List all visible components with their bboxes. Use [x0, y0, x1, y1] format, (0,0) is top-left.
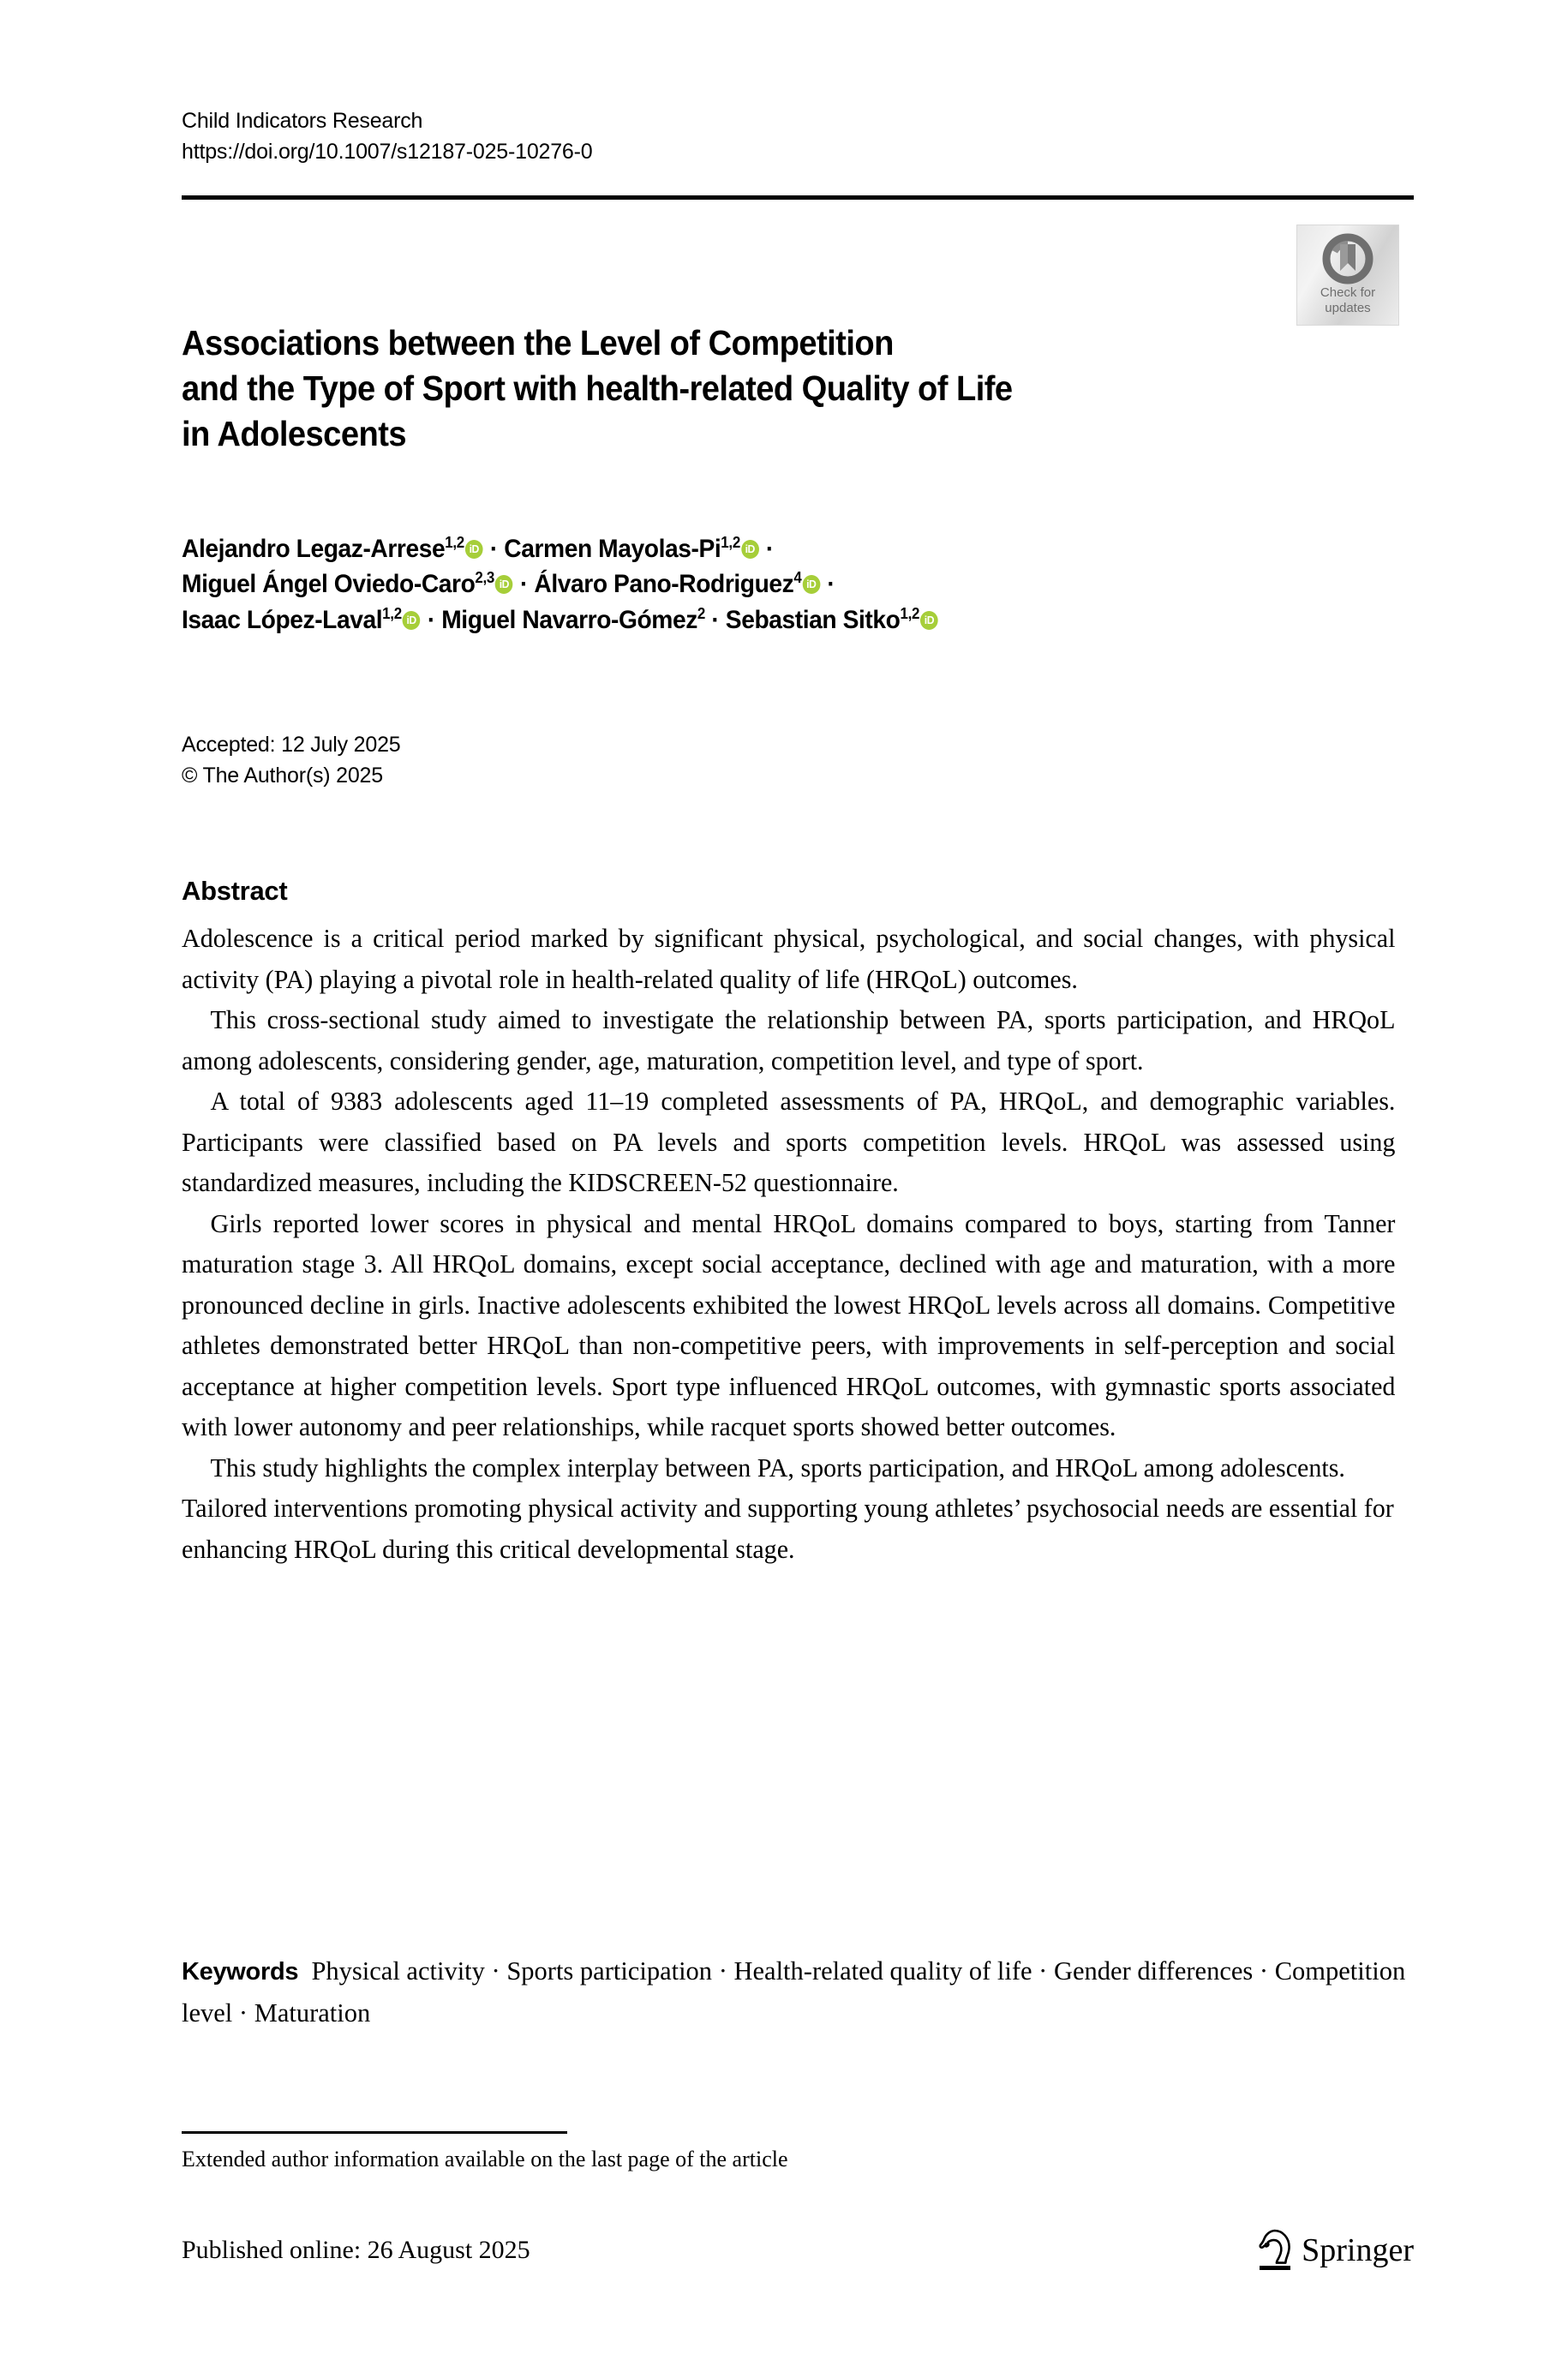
published-online-date: Published online: 26 August 2025 [182, 2236, 530, 2264]
accepted-date: Accepted: 12 July 2025 [182, 733, 401, 757]
orcid-id-icon[interactable]: iD [465, 540, 483, 559]
keyword-item[interactable]: Health-related quality of life [733, 1956, 1032, 1986]
publisher-logo [1257, 2228, 1414, 2273]
abstract-paragraph: This cross-sectional study aimed to investigate the relationship between PA, sports participation, and HRQoL among adolescents, considering gender, age, maturation, competition level, and type of sport. [182, 1005, 1396, 1075]
orcid-id-icon[interactable]: iD [920, 611, 938, 630]
author-affiliation-marker: 1,2 [445, 534, 464, 551]
author-name: Sebastian Sitko [725, 605, 901, 634]
copyright-line: © The Author(s) 2025 [182, 763, 383, 788]
author-list [182, 531, 1245, 638]
page-title [182, 320, 1210, 457]
keyword-item[interactable]: Physical activity [311, 1956, 485, 1986]
keyword-separator: · [1253, 1956, 1269, 1986]
journal-name: Child Indicators Research [182, 109, 423, 133]
footnote-text: Extended author information available on the last page of the article [182, 2147, 788, 2171]
abstract-paragraph: A total of 9383 adolescents aged 11–19 completed assessments of PA, HRQoL, and demographic variables. Participants were classified based on PA levels and sports competition levels. HRQoL was assessed using standardized measures, including the KIDSCREEN-52 questionnaire. [182, 1087, 1396, 1197]
author-affiliation-marker: 1,2 [721, 534, 740, 551]
keywords-section [182, 1951, 1414, 2034]
orcid-id-icon[interactable]: iD [403, 611, 421, 630]
publisher-name: Springer [1302, 2232, 1414, 2268]
author-affiliation-marker: 2 [697, 604, 706, 622]
author-separator: · [483, 535, 505, 563]
journal-doi[interactable]: https://doi.org/10.1007/s12187-025-10276-0 [182, 139, 593, 164]
abstract-paragraph: Girls reported lower scores in physical and mental HRQoL domains compared to boys, starting from Tanner maturation stage 3. All HRQoL domains, except social acceptance, declined with age and maturation, with a more pronounced decline in girls. Inactive adolescents exhibited the lowest HRQoL levels across all domains. Competitive athletes demonstrated better HRQoL than non-competitive peers, with improvements in self-perception and social acceptance at higher competition levels. Sport type influenced HRQoL outcomes, with gymnastic sports associated with lower autonomy and peer relationships, while racquet sports showed better outcomes. [182, 1208, 1396, 1441]
springer-knight-icon [1257, 2228, 1293, 2273]
orcid-id-icon[interactable]: iD [741, 540, 759, 559]
keyword-separator: · [232, 1998, 248, 2028]
keyword-item[interactable]: Sports participation [506, 1956, 713, 1986]
author-name: Isaac López-Laval [182, 605, 383, 634]
keywords-list [182, 1956, 1405, 2028]
title-line-1: Associations between the Level of Competition [182, 323, 894, 362]
keyword-item[interactable]: Gender differences [1053, 1956, 1254, 1986]
crossmark-label-line1: Check for [1320, 285, 1376, 300]
crossmark-label-line2: updates [1325, 301, 1371, 315]
abstract-body [182, 919, 1395, 1570]
orcid-id-icon[interactable]: iD [802, 575, 820, 594]
title-line-3: in Adolescents [182, 413, 406, 453]
crossmark-label [1297, 285, 1398, 316]
abstract-paragraph: This study highlights the complex interplay between PA, sports participation, and HRQoL among adolescents. Tailored interventions promoting physical activity and supporting young athletes’ psychosocial needs are essential for enhancing HRQoL during this critical developmental stage. [182, 1453, 1394, 1564]
keyword-separator: · [712, 1956, 727, 1986]
author-separator: · [421, 605, 442, 634]
orcid-id-icon[interactable]: iD [495, 575, 513, 594]
title-line-2: and the Type of Sport with health-related Quality of Life [182, 368, 1013, 408]
author-name: Alejandro Legaz-Arrese [182, 535, 446, 563]
keyword-separator: · [1032, 1956, 1048, 1986]
author-separator: · [513, 570, 535, 599]
abstract-paragraph: Adolescence is a critical period marked by significant physical, psychological, and social changes, with physical activity (PA) playing a pivotal role in health-related quality of life (HRQoL) outcomes. [182, 924, 1396, 994]
author-separator: · [705, 605, 726, 634]
keyword-separator: · [484, 1956, 500, 1986]
keyword-item[interactable]: Competition level [182, 1956, 1406, 2028]
author-line-3 [182, 602, 1245, 638]
author-separator: · [759, 535, 774, 563]
abstract-heading: Abstract [182, 876, 288, 906]
author-name: Carmen Mayolas-Pi [504, 535, 721, 563]
header-divider [182, 195, 1414, 200]
author-separator: · [821, 570, 835, 599]
author-affiliation-marker: 4 [793, 569, 802, 587]
author-affiliation-marker: 2,3 [475, 569, 495, 587]
check-for-updates-badge[interactable] [1296, 225, 1399, 326]
author-line-2 [182, 566, 1245, 602]
crossmark-bookmark-icon [1321, 232, 1374, 285]
author-name: Álvaro Pano-Rodriguez [534, 570, 794, 599]
author-affiliation-marker: 1,2 [382, 604, 402, 622]
keyword-item[interactable]: Maturation [254, 1998, 371, 2028]
author-affiliation-marker: 1,2 [900, 604, 920, 622]
footnote-divider [182, 2131, 567, 2134]
publication-meta [182, 730, 401, 791]
author-name: Miguel Navarro-Gómez [441, 605, 697, 634]
keywords-label: Keywords [182, 1958, 299, 1986]
author-line-1 [182, 531, 1245, 566]
author-name: Miguel Ángel Oviedo-Caro [182, 570, 476, 599]
journal-header [182, 106, 1210, 167]
